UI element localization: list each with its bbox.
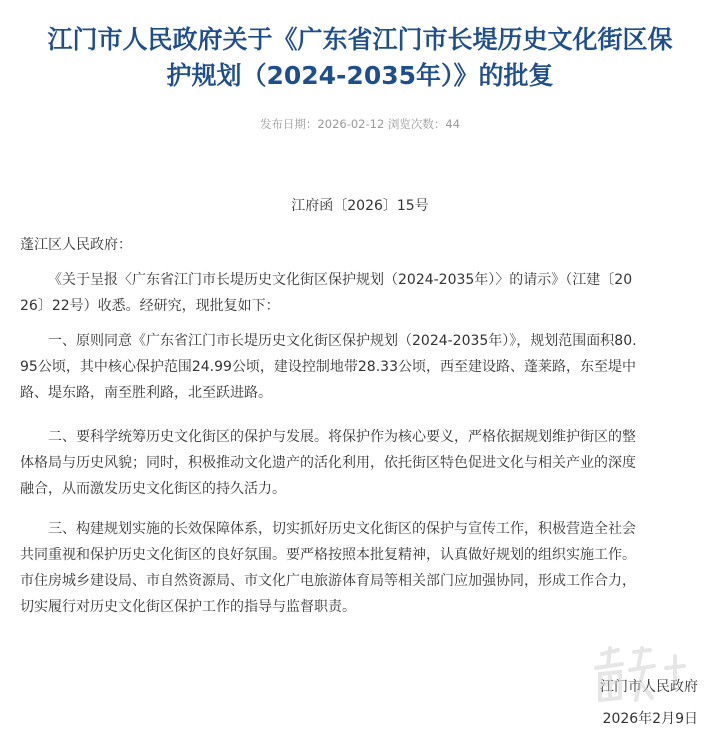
- publish-meta: 发布日期：2026-02-12 浏览次数：44: [259, 117, 461, 131]
- addressee: 蓬江区人民政府：: [20, 237, 132, 253]
- title-line-2: 护规划（2024-2035年）》的批复: [166, 61, 554, 90]
- paragraph-line: 二、要科学统筹历史文化街区的保护与发展。将保护作为核心要义，严格依据规划维护街区的整: [48, 429, 636, 445]
- paragraph-line: 26〕22号）收悉。经研究，现批复如下：: [20, 298, 280, 314]
- paragraph-development: [20, 424, 710, 502]
- title-line-1: 江门市人民政府关于《广东省江门市长堤历史文化街区保: [47, 25, 673, 54]
- paragraph-line: 共同重视和保护历史文化街区的良好氛围。要严格按照本批复精神，认真做好规划的组织实施工作。: [20, 547, 636, 563]
- paragraph-line: 融合，从而激发历史文化街区的持久活力。: [20, 481, 286, 497]
- paragraph-line: 《关于呈报〈广东省江门市长堤历史文化街区保护规划（2024-2035年）〉的请示》（江建〔20: [48, 272, 633, 288]
- paragraph-line: 一、原则同意《广东省江门市长堤历史文化街区保护规划（2024-2035年）》，规划范围面积80.: [48, 333, 637, 349]
- paragraph-implementation: [20, 516, 710, 620]
- issue-date: 2026年2月9日: [602, 711, 698, 727]
- paragraph-line: 体格局与历史风貌；同时，积极推动文化遗产的活化利用，依托街区特色促进文化与相关产业的深度: [20, 455, 636, 471]
- document-title: [0, 22, 720, 94]
- paragraph-line: 路、堤东路，南至胜利路，北至跃进路。: [20, 385, 272, 401]
- paragraph-receipt: [20, 267, 710, 319]
- paragraph-line: 三、构建规划实施的长效保障体系，切实抓好历史文化街区的保护与宣传工作，积极营造全社会: [48, 521, 636, 537]
- paragraph-line: 95公顷，其中核心保护范围24.99公顷，建设控制地带28.33公顷，西至建设路、蓬莱路，东至堤中: [20, 359, 636, 375]
- paragraph-line: 切实履行对历史文化街区保护工作的指导与监督职责。: [20, 599, 356, 615]
- document-number: 江府函〔2026〕15号: [291, 198, 429, 214]
- paragraph-line: 市住房城乡建设局、市自然资源局、市文化广电旅游体育局等相关部门应加强协同，形成工作合力，: [20, 573, 636, 589]
- paragraph-approval: [20, 328, 710, 406]
- issuing-authority: 江门市人民政府: [600, 679, 698, 695]
